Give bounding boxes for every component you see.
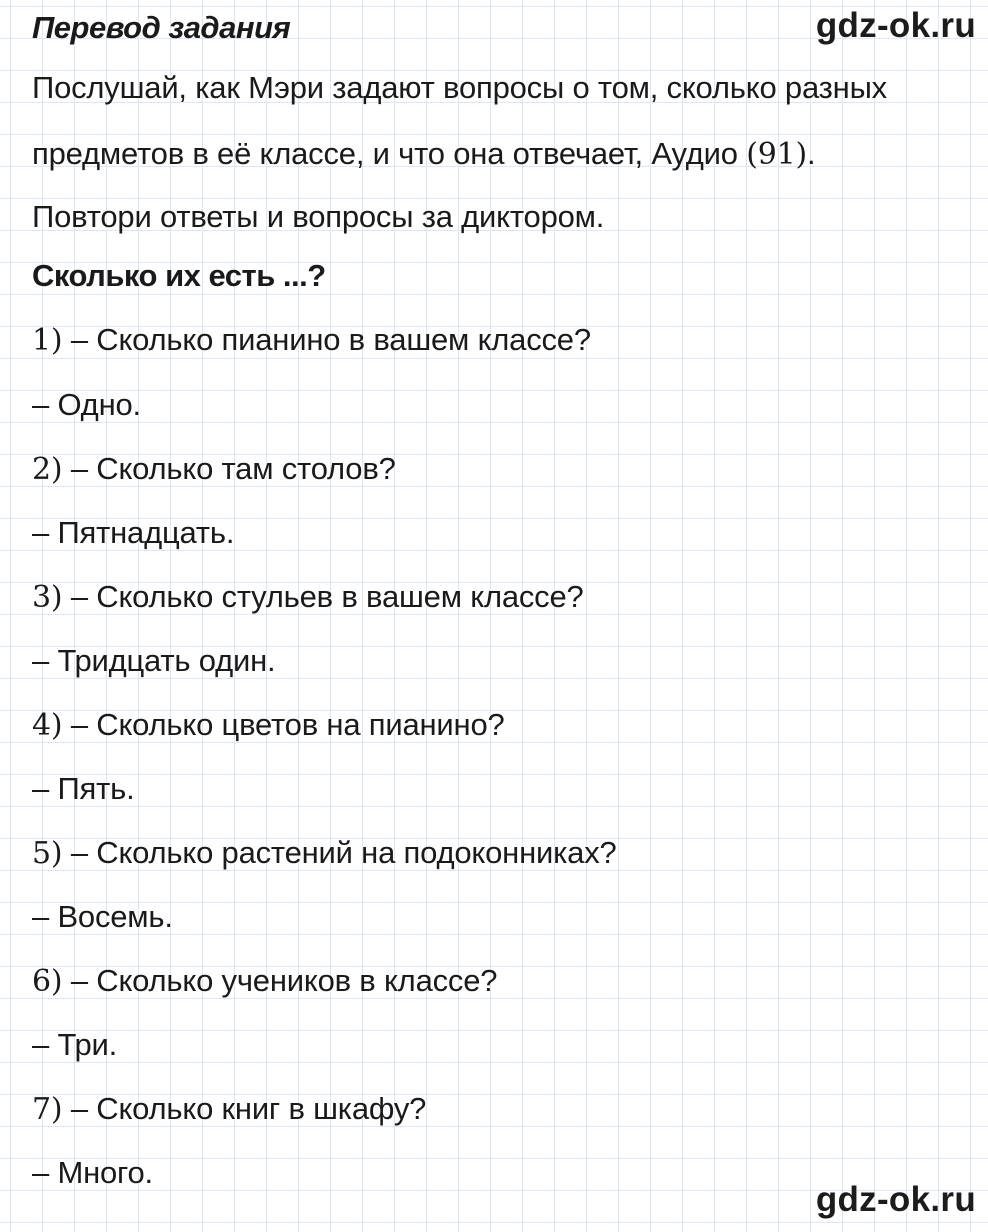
question-text: – Сколько растений на подоконниках?	[62, 835, 617, 870]
watermark-bottom: gdz-ok.ru	[815, 1180, 976, 1219]
audio-reference: (91)	[746, 137, 807, 172]
answer-5: – Восемь.	[32, 899, 173, 934]
intro-line-2	[32, 136, 815, 172]
question-number: 3)	[32, 580, 63, 615]
question-4	[32, 707, 505, 743]
question-number: 5)	[32, 836, 63, 871]
question-5	[32, 835, 617, 871]
question-text: – Сколько стульев в вашем классе?	[62, 579, 584, 614]
intro-line-2-end: .	[807, 136, 816, 171]
section-heading: Сколько их есть ...?	[32, 258, 326, 293]
question-text: – Сколько пианино в вашем классе?	[62, 322, 591, 357]
question-text: – Сколько цветов на пианино?	[62, 707, 505, 742]
question-number: 7)	[32, 1092, 63, 1127]
watermark-top: gdz-ok.ru	[815, 6, 976, 45]
answer-3: – Тридцать один.	[32, 643, 276, 678]
page-title: Перевод задания	[32, 10, 291, 45]
question-number: 4)	[32, 708, 63, 743]
intro-line-3: Повтори ответы и вопросы за диктором.	[32, 199, 605, 234]
answer-6: – Три.	[32, 1027, 118, 1062]
question-7	[32, 1091, 426, 1127]
question-number: 2)	[32, 452, 63, 487]
question-number: 1)	[32, 323, 63, 358]
intro-line-2-text: предметов в её классе, и что она отвечает, Аудио	[32, 136, 747, 171]
question-text: – Сколько учеников в классе?	[62, 963, 498, 998]
question-1	[32, 322, 591, 358]
question-3	[32, 579, 584, 615]
intro-line-1: Послушай, как Мэри задают вопросы о том, сколько разных	[32, 70, 887, 105]
question-2	[32, 451, 396, 487]
answer-7: – Много.	[32, 1155, 153, 1190]
answer-1: – Одно.	[32, 387, 141, 422]
question-6	[32, 963, 497, 999]
answer-4: – Пять.	[32, 771, 135, 806]
question-text: – Сколько книг в шкафу?	[62, 1091, 427, 1126]
question-text: – Сколько там столов?	[62, 451, 396, 486]
answer-2: – Пятнадцать.	[32, 515, 235, 550]
question-number: 6)	[32, 964, 63, 999]
